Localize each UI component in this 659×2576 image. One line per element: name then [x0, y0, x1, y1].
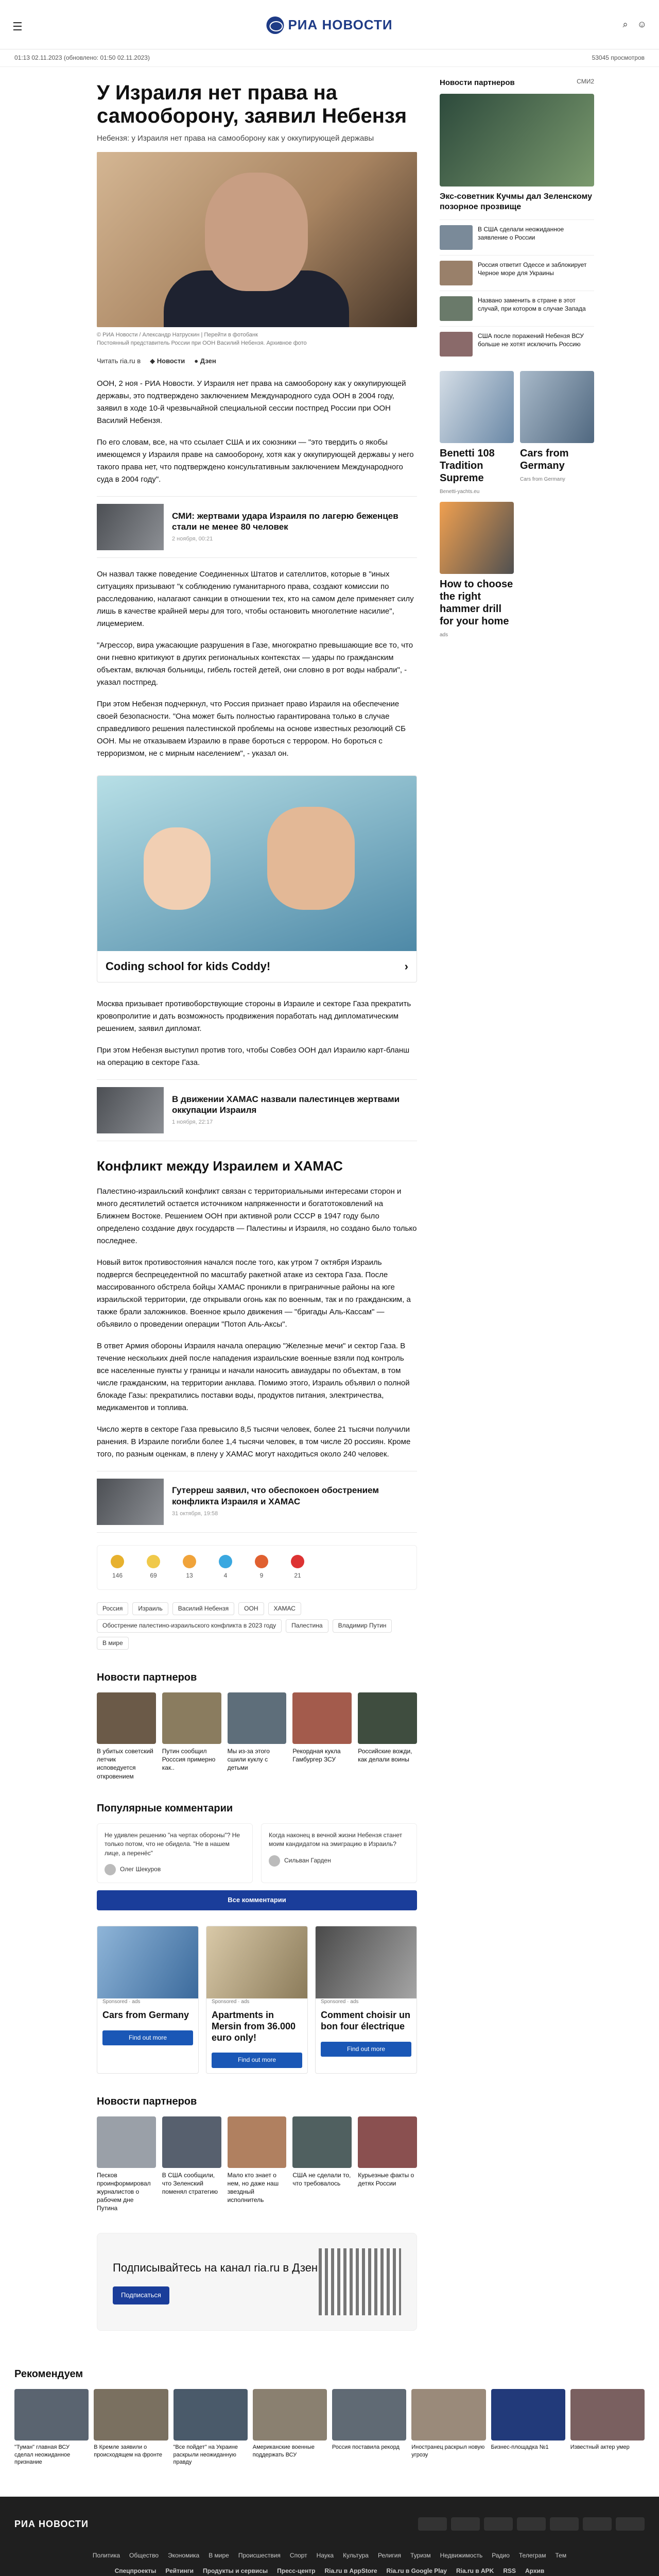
partner-card[interactable]: В убитых советский летчик исповедуется откровением: [97, 1692, 156, 1781]
footer-link[interactable]: Наука: [316, 2552, 334, 2560]
comment-card[interactable]: Когда наконец в вечной жизни Небензя станет моим кандидатом на эмиграцию в Израиль? Сильван Гарден: [261, 1823, 417, 1883]
footer-link[interactable]: Религия: [377, 2552, 401, 2560]
footer-link[interactable]: Недвижимость: [440, 2552, 483, 2560]
partner-card[interactable]: Рекордная кукла Гамбургер ЗСУ: [292, 1692, 352, 1781]
arrow-right-icon: ›: [404, 959, 408, 973]
footer-link[interactable]: Пресс-центр: [277, 2567, 316, 2574]
footer-link[interactable]: RSS: [503, 2567, 516, 2574]
related-article[interactable]: [97, 496, 417, 558]
paragraph: В ответ Армия обороны Израиля начала операцию "Железные мечи" и сектор Газа. В течение нескольких дней после нападения израильские военные взяли под контроль все населенные пункты у границы и начали наносить авиаудары по объектам, в том числе гражданским, на территории анклава. Помимо этого, Израиль объявил о полной блокаде Газы: прекратились поставки воды, продуктов питания, электричества, медикаментов и топлива.: [97, 1341, 410, 1412]
recommended-card[interactable]: Американские военные поддержать ВСУ: [253, 2389, 327, 2466]
paragraph: По его словам, все, на что ссылает США и их союзники — "это твердить о якобы имеющемся у Израиля праве на самооборону, хотя как у оккупирующей державы у него такого права нет, что подтверждено консультативным заключением Международного суда в 2004 году".: [97, 437, 414, 484]
reaction-sad[interactable]: 4: [219, 1555, 232, 1580]
sidebar-tag: СМИ2: [577, 78, 594, 85]
ad-text: Coding school for kids Coddy!: [106, 959, 271, 973]
dzen-icon[interactable]: [517, 2517, 546, 2531]
social-links: [418, 2517, 645, 2531]
paragraph: Число жертв в секторе Газа превысило 8,5 тысячи человек, более 21 тысячи получили ранения. В Израиле погибли более 1,4 тысячи человек, в том числе 20 россиян. Кроме того, по разным оценкам, в плену у ХАМАС могут находиться около 240 человек.: [97, 1425, 411, 1459]
tag[interactable]: Израиль: [132, 1602, 168, 1615]
sidebar-featured[interactable]: Экс-советник Кучмы дал Зеленскому позорное прозвище: [440, 94, 594, 212]
sidebar: [440, 77, 594, 2351]
reaction-angry[interactable]: 9: [255, 1555, 268, 1580]
site-footer: [0, 2497, 659, 2576]
recommended-card[interactable]: В Кремле заявили о происходящем на фронте: [94, 2389, 168, 2466]
footer-link[interactable]: Экономика: [168, 2552, 200, 2560]
sidebar-item[interactable]: Россия ответит Одессе и заблокирует Черное море для Украины: [440, 255, 594, 291]
ad-card[interactable]: How to choose the right hammer drill for your home ads: [440, 502, 514, 639]
recommended-card[interactable]: "Туман" главная ВСУ сделал неожиданное признание: [14, 2389, 89, 2466]
ad-banner[interactable]: [97, 775, 417, 982]
sidebar-title: Новости партнеров: [440, 78, 515, 87]
related-image: [97, 504, 164, 550]
sidebar-ads: [440, 371, 594, 639]
sidebar-item[interactable]: США после поражений Небензя ВСУ больше не хотят исключить Россию: [440, 326, 594, 362]
partners2-heading: Новости партнеров: [97, 2095, 197, 2107]
partner-card[interactable]: США не сделали то, что требовалось: [292, 2116, 352, 2213]
related-image: [97, 1479, 164, 1525]
read-on-news-link[interactable]: ◆ Новости: [150, 357, 185, 365]
recommended-card[interactable]: Известный актер умер: [570, 2389, 645, 2466]
article-photo[interactable]: [97, 152, 417, 327]
tag[interactable]: ООН: [238, 1602, 264, 1615]
tag[interactable]: Владимир Путин: [333, 1619, 392, 1632]
paragraph: Новый виток противостояния начался после того, как утром 7 октября Израиль подвергся беспрецедентной по масштабу ракетной атаке из сектора Газа. После массированного обстрела бойцы ХАМАС проникли в приграничные районы на юге израильской территории, где открывали огонь как по военным, так и по гражданским, а также брали заложников. Военное крыло движения — "бригады Аль-Кассам" — объявило о проведении операции "Потоп Аль-Аксы".: [97, 1258, 411, 1329]
reaction-dislike[interactable]: 21: [291, 1555, 304, 1580]
read-on-bar: [97, 357, 417, 366]
all-comments-button[interactable]: Все комментарии: [97, 1890, 417, 1910]
footer-link[interactable]: Спецпроекты: [114, 2567, 157, 2574]
menu-icon[interactable]: ☰: [12, 20, 23, 33]
sidebar-list: [440, 219, 594, 362]
partners2-grid: [97, 2116, 417, 2213]
ad-grid: [97, 1926, 417, 2074]
qr-icon: [319, 2248, 401, 2315]
search-icon[interactable]: ⌕: [622, 19, 628, 29]
related-title: В движении ХАМАС назвали палестинцев жертвами оккупации Израиля: [172, 1094, 400, 1115]
reaction-wow[interactable]: 13: [183, 1555, 196, 1580]
paragraph: "Агрессор, вира ужасающие разрушения в Газе, многократно превышающие все то, что они гневно критикуют в других региональных контекстах — удары по гражданским объектам, включая больницы, гибель гостей детей, они словно в рот воды набрали", - указал постпред.: [97, 640, 413, 687]
ad-card[interactable]: Sponsored · ads Apartments in Mersin from 36.000 euro only! Find out more: [206, 1926, 308, 2074]
partner-card[interactable]: Курьезные факты о детях России: [358, 2116, 417, 2213]
footer-link[interactable]: Политика: [92, 2552, 120, 2560]
related-date: 2 ноября, 00:21: [172, 536, 213, 543]
ad-card[interactable]: Benetti 108 Tradition Supreme Benetti-yachts.eu: [440, 371, 514, 496]
ad-card[interactable]: Sponsored · ads Comment choisir un bon four électrique Find out more: [315, 1926, 417, 2074]
vk-icon[interactable]: [418, 2517, 447, 2531]
partner-card[interactable]: Мало кто знает о нем, но даже наш звездный исполнитель: [228, 2116, 287, 2213]
related-article[interactable]: [97, 1079, 417, 1141]
comment-card[interactable]: Не удивлен решению "на чертах обороны"? Не только потом, что не обидела. "Не в нашем лице, а перенёс" Олег Шекуров: [97, 1823, 253, 1883]
read-on-label: Читать ria.ru в: [97, 357, 141, 365]
article-subtitle: Небензя: у Израиля нет права на самооборону как у оккупирующей державы: [97, 133, 374, 143]
reaction-like[interactable]: 146: [111, 1555, 124, 1580]
footer-link[interactable]: Радио: [492, 2552, 510, 2560]
footer-link[interactable]: Тем: [555, 2552, 567, 2560]
section-heading: Конфликт между Израилем и ХАМАС: [97, 1158, 343, 1174]
paragraph: ООН, 2 ноя - РИА Новости. У Израиля нет права на самооборону как у оккупирующей державы, это подтверждено заключением Международного суда ООН в 2004 году, заявил в ходе 10-й чрезвычайной специальной сессии постпред России при ООН Василий Небензя.: [97, 379, 406, 425]
tiktok-icon[interactable]: [616, 2517, 645, 2531]
ad-image: [97, 776, 417, 951]
ad-card[interactable]: Cars from Germany Cars from Germany: [520, 371, 594, 496]
footer-link[interactable]: Продукты и сервисы: [203, 2567, 268, 2574]
paragraph: Москва призывает противоборствующие стороны в Израиле и секторе Газа прекратить кровопролитие и дать возможность продвижения поработать над дипломатическим решением, заявил дипломат.: [97, 999, 411, 1033]
footer-nav-secondary: [14, 2567, 645, 2575]
footer-logo[interactable]: РИА НОВОСТИ: [14, 2519, 89, 2530]
avatar: [105, 1864, 116, 1875]
reaction-haha[interactable]: 69: [147, 1555, 160, 1580]
footer-link[interactable]: Происшествия: [238, 2552, 281, 2560]
reactions: [97, 1545, 417, 1590]
related-date: 1 ноября, 22:17: [172, 1119, 213, 1126]
partner-card[interactable]: Мы из-за этого сшили куклу с детьми: [228, 1692, 287, 1781]
ad-button[interactable]: Find out more: [102, 2030, 193, 2045]
dzen-subscribe: [97, 2233, 417, 2331]
read-on-dzen-link[interactable]: ● Дзен: [194, 357, 216, 365]
footer-link[interactable]: Общество: [129, 2552, 159, 2560]
footer-link[interactable]: Туризм: [410, 2552, 431, 2560]
ad-card[interactable]: Sponsored · ads Cars from Germany Find out more: [97, 1926, 199, 2074]
avatar: [269, 1855, 280, 1867]
tag[interactable]: Россия: [97, 1602, 128, 1615]
article: [14, 67, 417, 2351]
partners-heading: Новости партнеров: [97, 1672, 197, 1684]
recommended-title: Рекомендуем: [14, 2368, 83, 2380]
paragraph: При этом Небензя выступил против того, чтобы Совбез ООН дал Израилю карт-бланш на операцию в секторе Газа.: [97, 1045, 410, 1067]
article-date: 01:13 02.11.2023 (обновлено: 01:50 02.11.2023): [14, 54, 150, 61]
photo-caption: © РИА Новости / Александр Натрускин | Перейти в фотобанк Постоянный представитель России при ООН Василий Небензя. Архивное фото: [97, 332, 307, 346]
tag[interactable]: Обострение палестино-израильского конфликта в 2023 году: [97, 1619, 282, 1632]
sidebar-item[interactable]: В США сделали неожиданное заявление о России: [440, 219, 594, 255]
footer-link[interactable]: Ria.ru в AppStore: [324, 2567, 377, 2574]
partner-card[interactable]: В США сообщили, что Зеленский поменял стратегию: [162, 2116, 221, 2213]
footer-link[interactable]: Ria.ru в APK: [456, 2567, 494, 2574]
recommended-card[interactable]: "Все пойдет" на Украине раскрыли неожиданную правду: [174, 2389, 248, 2466]
logo[interactable]: [266, 15, 392, 35]
twitter-icon[interactable]: [583, 2517, 612, 2531]
tag-list: [97, 1602, 417, 1650]
partner-card[interactable]: Российские вожди, как делали воины: [358, 1692, 417, 1781]
ad-button[interactable]: Find out more: [321, 2042, 411, 2057]
footer-link[interactable]: Архив: [525, 2567, 545, 2574]
footer-link[interactable]: Культура: [343, 2552, 369, 2560]
paragraph: Он назвал также поведение Соединенных Штатов и сателлитов, которые в "иных ситуациях призывают "к соблюдению гуманитарного права, создают комиссии по расследованию, налагают санкции в отношении тех, кто на самом деле применяет силу лишь в качестве крайней меры для того, чтобы остановить многолетние насилие", лицемерием.: [97, 569, 414, 628]
related-image: [97, 1087, 164, 1133]
site-header: [0, 0, 659, 49]
comments-heading: Популярные комментарии: [97, 1802, 233, 1814]
logo-text: РИА НОВОСТИ: [288, 17, 393, 32]
related-title: СМИ: жертвами удара Израиля по лагерю беженцев стали не менее 80 человек: [172, 511, 398, 532]
footer-link[interactable]: Рейтинги: [165, 2567, 194, 2574]
telegram-icon[interactable]: [484, 2517, 513, 2531]
footer-nav: [14, 2551, 645, 2560]
logo-icon: [266, 16, 284, 34]
recommended-card[interactable]: Бизнес-площадка №1: [491, 2389, 565, 2466]
dzen-title: Подписывайтесь на канал ria.ru в Дзен: [113, 2261, 318, 2275]
recommended: [0, 2367, 659, 2466]
recommended-card[interactable]: Иностранец раскрыл новую угрозу: [411, 2389, 485, 2466]
article-views: 53045 просмотров: [592, 54, 645, 61]
footer-link[interactable]: Ria.ru в Google Play: [386, 2567, 447, 2574]
paragraph: Палестино-израильский конфликт связан с территориальными интересами сторон и много десятилетий остается источником напряженности и богатотоковлений на Ближнем Востоке. Решением ООН при активной роли СССР в 1947 году было определено создание двух государств — Палестины и Израиля, но создано было только последнее.: [97, 1187, 417, 1245]
related-title: Гутерреш заявил, что обеспокоен обострением конфликта Израиля и ХАМАС: [172, 1485, 379, 1506]
recommended-card[interactable]: Россия поставила рекорд: [332, 2389, 406, 2466]
youtube-icon[interactable]: [550, 2517, 579, 2531]
ok-icon[interactable]: [451, 2517, 480, 2531]
sidebar-item[interactable]: Названо заменить в стране в этот случай, при котором в случае Запада: [440, 291, 594, 326]
footer-link[interactable]: В мире: [209, 2552, 229, 2560]
footer-link[interactable]: Спорт: [289, 2552, 307, 2560]
partner-card[interactable]: Песков проинформировал журналистов о рабочем дне Путина: [97, 2116, 156, 2213]
user-icon[interactable]: ☺: [637, 19, 647, 29]
tag[interactable]: Василий Небензя: [172, 1602, 234, 1615]
subscribe-button[interactable]: Подписаться: [113, 2286, 169, 2304]
tag[interactable]: ХАМАС: [268, 1602, 301, 1615]
footer-link[interactable]: Телеграм: [518, 2552, 546, 2560]
paragraph: При этом Небензя подчеркнул, что Россия признает право Израиля на обеспечение своей безопасности. "Она может быть полностью гарантирована только в случае справедливого решения палестинской проблемы на основе известных резолюций СБ ООН. Мы не отказываем Израилю в праве бороться с террором. Но бороться с терроризмом, не с мирным населением", - указал он.: [97, 699, 406, 758]
partner-card[interactable]: Путин сообщил Росссия примерно как..: [162, 1692, 221, 1781]
related-article[interactable]: [97, 1471, 417, 1533]
ad-button[interactable]: Find out more: [212, 2053, 302, 2067]
article-title: У Израиля нет права на самооборону, заявил Небензя: [97, 81, 407, 127]
tag[interactable]: Палестина: [286, 1619, 328, 1632]
tag[interactable]: В мире: [97, 1637, 129, 1650]
article-meta-bar: [0, 49, 659, 67]
related-date: 31 октября, 19:58: [172, 1510, 218, 1517]
partners-grid: [97, 1692, 417, 1781]
